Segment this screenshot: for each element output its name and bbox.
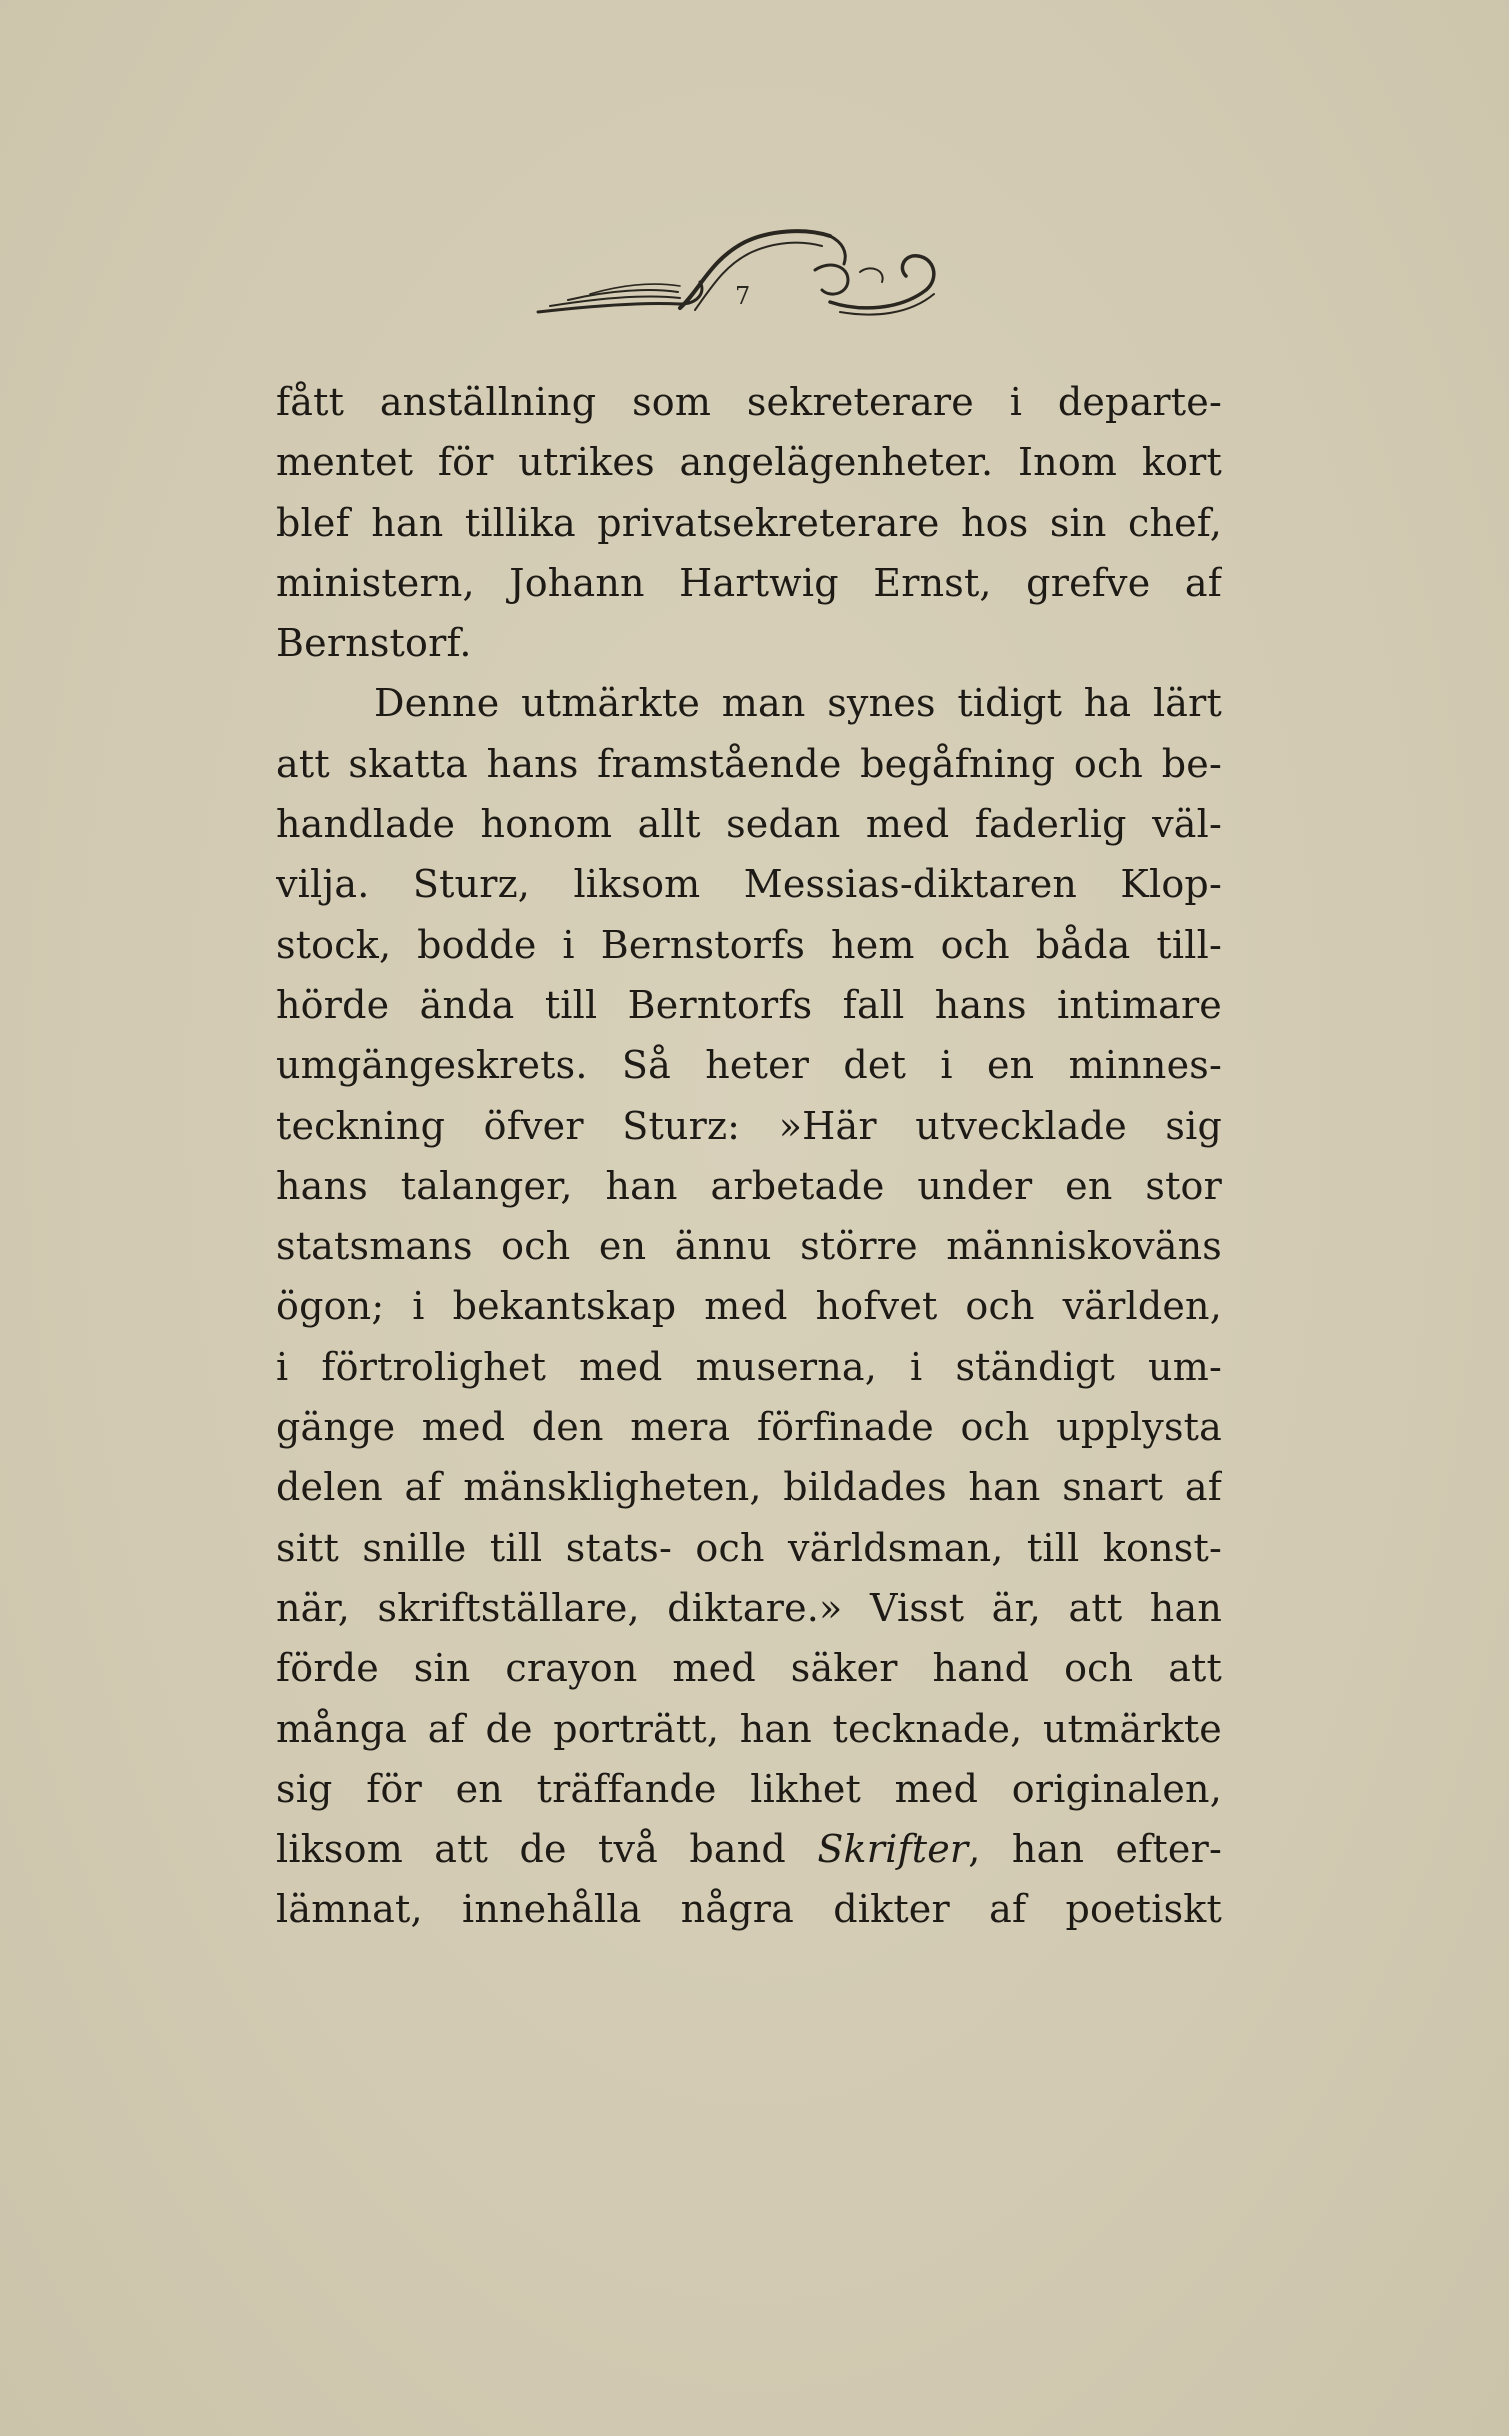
body-text: [276, 372, 1222, 1940]
text-line: mentet för utrikes angelägenheter. Inom kort: [276, 440, 1222, 485]
text-line: fått anställning som sekreterare i departe-: [276, 380, 1222, 424]
text-line: delen af mänskligheten, bildades han snart af: [276, 1465, 1222, 1510]
text-line: sitt snille till stats- och världsman, till konst-: [276, 1525, 1222, 1570]
text-line: ögon; i bekantskap med hofvet och världen,: [276, 1284, 1222, 1329]
text-line: umgängeskrets. Så heter det i en minnes-: [276, 1043, 1222, 1088]
text-line: lämnat, innehålla några dikter af poetiskt: [276, 1887, 1222, 1932]
text-line: när, skriftställare, diktare.» Visst är, att han: [276, 1585, 1222, 1630]
text-line: handlade honom allt sedan med faderlig väl-: [276, 802, 1222, 847]
text-line: blef han tillika privatsekreterare hos sin chef,: [276, 500, 1222, 545]
text-line: stock, bodde i Bernstorfs hem och båda till-: [276, 922, 1222, 967]
text-line: ministern, Johann Hartwig Ernst, grefve af: [276, 560, 1222, 605]
text-line: vilja. Sturz, liksom Messias-diktaren Klop-: [276, 862, 1222, 907]
text-segment: , han efter-: [968, 1827, 1222, 1872]
text-line-paragraph-start: Denne utmärkte man synes tidigt ha lärt: [374, 681, 1222, 726]
text-line: att skatta hans framstående begåfning och be-: [276, 741, 1222, 786]
text-line: statsmans och en ännu större människoväns: [276, 1224, 1222, 1269]
text-line: hörde ända till Berntorfs fall hans intimare: [276, 982, 1222, 1027]
text-line-with-italic: [276, 1819, 1222, 1879]
headpiece-ornament-icon: [530, 220, 950, 330]
text-line: i förtrolighet med muserna, i ständigt um-: [276, 1344, 1222, 1389]
italic-title-skrifter: Skrifter: [817, 1827, 969, 1872]
text-line: gänge med den mera förfinade och upplysta: [276, 1405, 1222, 1450]
text-segment: liksom att de två band: [276, 1827, 786, 1872]
page-number: 7: [735, 282, 751, 310]
text-line: många af de porträtt, han tecknade, utmärkte: [276, 1706, 1222, 1751]
text-line: sig för en träffande likhet med originalen,: [276, 1766, 1222, 1811]
text-line: teckning öfver Sturz: »Här utvecklade sig: [276, 1103, 1222, 1148]
text-line: Bernstorf.: [276, 621, 472, 666]
text-line: förde sin crayon med säker hand och att: [276, 1646, 1222, 1691]
text-line: hans talanger, han arbetade under en stor: [276, 1163, 1222, 1208]
